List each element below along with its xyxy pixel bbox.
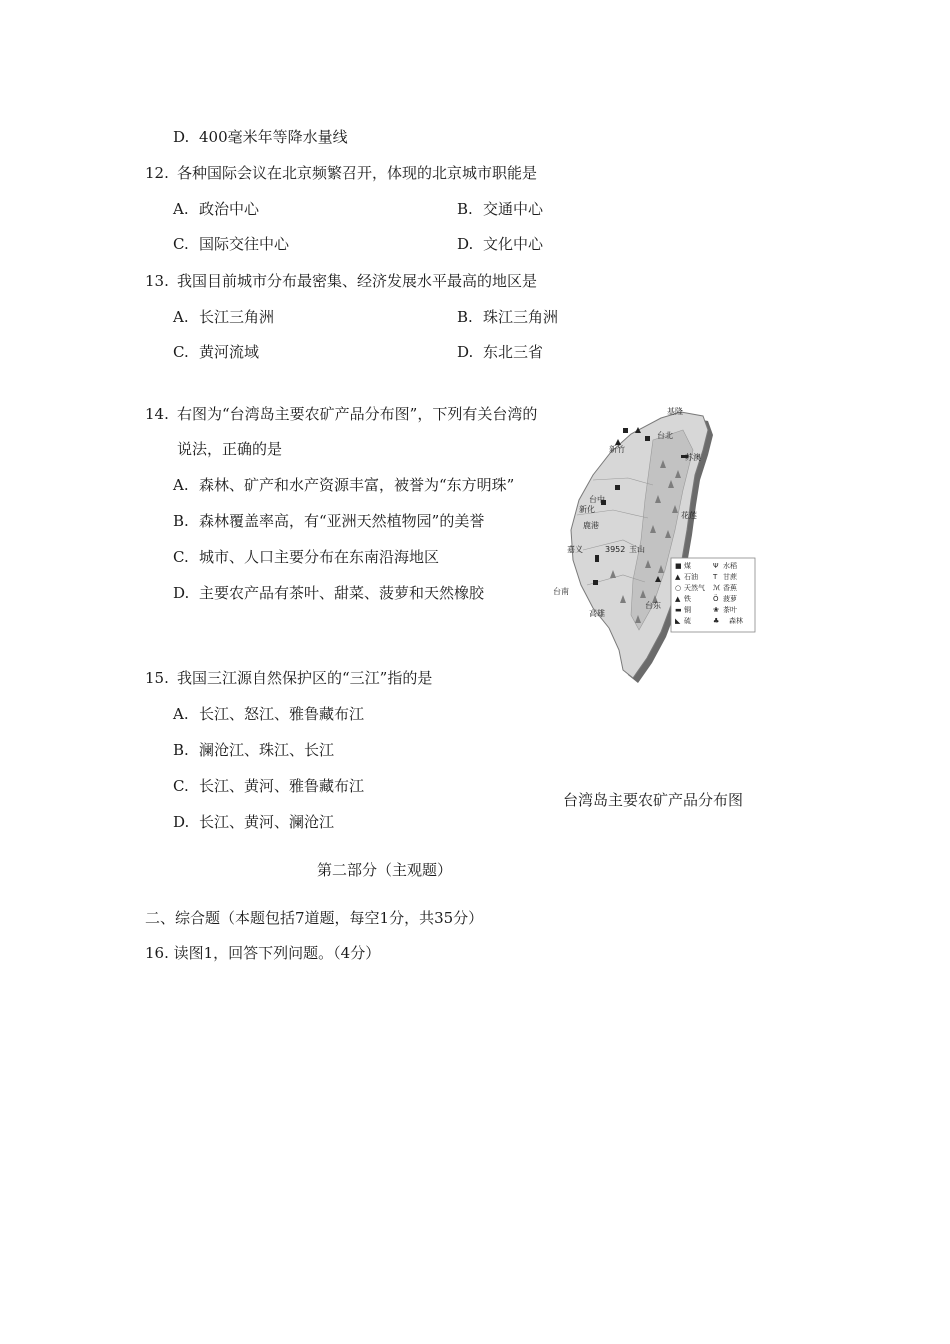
option-letter: A. (173, 476, 189, 494)
option-letter: D. (173, 128, 190, 146)
legend-symbol: ♣ (713, 617, 720, 625)
option-letter: C. (173, 777, 189, 795)
legend-symbol: ▲ (675, 595, 681, 603)
question-number: 14. (145, 405, 169, 423)
legend-label: 天然气 (684, 584, 705, 592)
city-label-taichung: 台中 (589, 495, 605, 504)
legend-label: 铜 (684, 606, 691, 614)
option-text: 长江三角洲 (199, 308, 275, 326)
option-text: 文化中心 (483, 235, 544, 253)
taiwan-map-svg (553, 400, 763, 685)
option-letter: C. (173, 235, 189, 253)
q13-stem (145, 271, 537, 291)
legend-symbol: T (713, 573, 718, 581)
legend-label: 煤 (684, 562, 691, 570)
q13-option-b (457, 307, 558, 327)
city-label-keelung: 基隆 (667, 407, 683, 416)
legend-label: 森林 (729, 617, 743, 625)
option-letter: A. (173, 705, 189, 723)
q13-option-a (173, 307, 274, 327)
option-letter: D. (173, 813, 190, 831)
q12-stem (145, 163, 537, 183)
legend-symbol: ▬ (675, 606, 682, 614)
option-text: 政治中心 (199, 200, 260, 218)
q15-option-c (173, 776, 364, 796)
q14-option-d (173, 583, 484, 603)
q16-stem: 16. 读图1，回答下列问题。（4分） (145, 944, 381, 962)
q15-option-d (173, 812, 334, 832)
q14-stem-continued: 说法，正确的是 (177, 440, 283, 458)
legend-symbol: ℳ (713, 584, 721, 592)
option-text: 400毫米年等降水量线 (199, 128, 348, 146)
q14-option-a (173, 475, 514, 495)
option-text: 珠江三角洲 (483, 308, 559, 326)
city-label-tainan: 台南 (553, 587, 569, 596)
legend-label: 香蕉 (723, 584, 737, 592)
question-text: 各种国际会议在北京频繁召开，体现的北京城市职能是 (177, 164, 538, 182)
option-text: 国际交往中心 (199, 235, 290, 253)
legend-symbol: Ö (713, 595, 719, 603)
q14-option-c (173, 547, 439, 567)
q11-option-d (173, 127, 348, 147)
city-label-hualien: 花莲 (681, 511, 697, 520)
q15-stem (145, 668, 432, 688)
option-text: 长江、怒江、雅鲁藏布江 (199, 705, 365, 723)
q14-stem (145, 404, 537, 424)
q13-option-c (173, 342, 259, 362)
option-text: 森林覆盖率高，有“亚洲天然植物园”的美誉 (199, 512, 485, 530)
city-label-chiayi: 嘉义 (567, 545, 583, 554)
option-text: 森林、矿产和水产资源丰富，被誉为“东方明珠” (199, 476, 515, 494)
legend-label: 石油 (684, 573, 698, 581)
option-text: 澜沧江、珠江、长江 (199, 741, 335, 759)
option-text: 交通中心 (483, 200, 544, 218)
q12-option-d (457, 234, 543, 254)
q12-option-a (173, 199, 259, 219)
legend-label: 硫 (684, 617, 691, 625)
option-letter: C. (173, 548, 189, 566)
peak-height-label: 3952 (605, 545, 626, 554)
option-text: 长江、黄河、澜沧江 (199, 813, 335, 831)
question-number: 12. (145, 164, 169, 182)
city-label-yushan: 玉山 (629, 545, 645, 554)
option-letter: A. (173, 200, 189, 218)
question-number: 13. (145, 272, 169, 290)
part-two-title: 第二部分（主观题） (317, 861, 453, 879)
legend-symbol: ▲ (675, 573, 681, 581)
option-letter: D. (457, 235, 474, 253)
legend-symbol: ■ (675, 562, 682, 570)
legend-label: 水稻 (723, 562, 737, 570)
option-letter: D. (457, 343, 474, 361)
option-letter: A. (173, 308, 189, 326)
question-text: 右图为“台湾岛主要农矿产品分布图”，下列有关台湾的 (177, 405, 538, 423)
option-letter: B. (457, 308, 473, 326)
option-text: 主要农产品有茶叶、甜菜、菠萝和天然橡胶 (199, 584, 485, 602)
q15-option-b (173, 740, 334, 760)
option-letter: B. (173, 512, 189, 530)
legend-symbol: ○ (675, 584, 682, 592)
q14-option-b (173, 511, 484, 531)
option-letter: B. (173, 741, 189, 759)
question-text: 我国目前城市分布最密集、经济发展水平最高的地区是 (177, 272, 538, 290)
option-letter: C. (173, 343, 189, 361)
option-text: 城市、人口主要分布在东南沿海地区 (199, 548, 440, 566)
q15-option-a (173, 704, 364, 724)
legend-symbol: Ψ (713, 562, 719, 570)
city-label-xinhua: 新化 (579, 505, 595, 514)
option-text: 长江、黄河、雅鲁藏布江 (199, 777, 365, 795)
q12-option-b (457, 199, 543, 219)
legend-label: 甘蔗 (723, 573, 737, 581)
city-label-taipei: 台北 (657, 431, 673, 440)
city-label-suao: 苏澳 (685, 453, 701, 462)
map-caption: 台湾岛主要农矿产品分布图 (563, 791, 744, 809)
legend-symbol: ◣ (675, 617, 681, 625)
legend-label: 铁 (684, 595, 691, 603)
q12-option-c (173, 234, 289, 254)
taiwan-map-figure (553, 400, 763, 685)
option-text: 黄河流域 (199, 343, 260, 361)
question-text: 我国三江源自然保护区的“三江”指的是 (177, 669, 433, 687)
section-heading: 二、综合题（本题包括7道题，每空1分，共35分） (145, 909, 484, 927)
legend-label: 菠萝 (723, 595, 737, 603)
city-label-taitung: 台东 (645, 601, 661, 610)
option-letter: B. (457, 200, 473, 218)
q13-option-d (457, 342, 543, 362)
city-label-lugang: 鹿港 (583, 521, 599, 530)
city-label-hsinchu: 新竹 (609, 445, 625, 454)
legend-symbol: ❀ (713, 606, 719, 614)
city-label-kaohsiung: 高雄 (589, 609, 605, 618)
legend-label: 茶叶 (723, 606, 737, 614)
option-text: 东北三省 (483, 343, 544, 361)
map-legend (671, 558, 755, 632)
option-letter: D. (173, 584, 190, 602)
question-number: 15. (145, 669, 169, 687)
